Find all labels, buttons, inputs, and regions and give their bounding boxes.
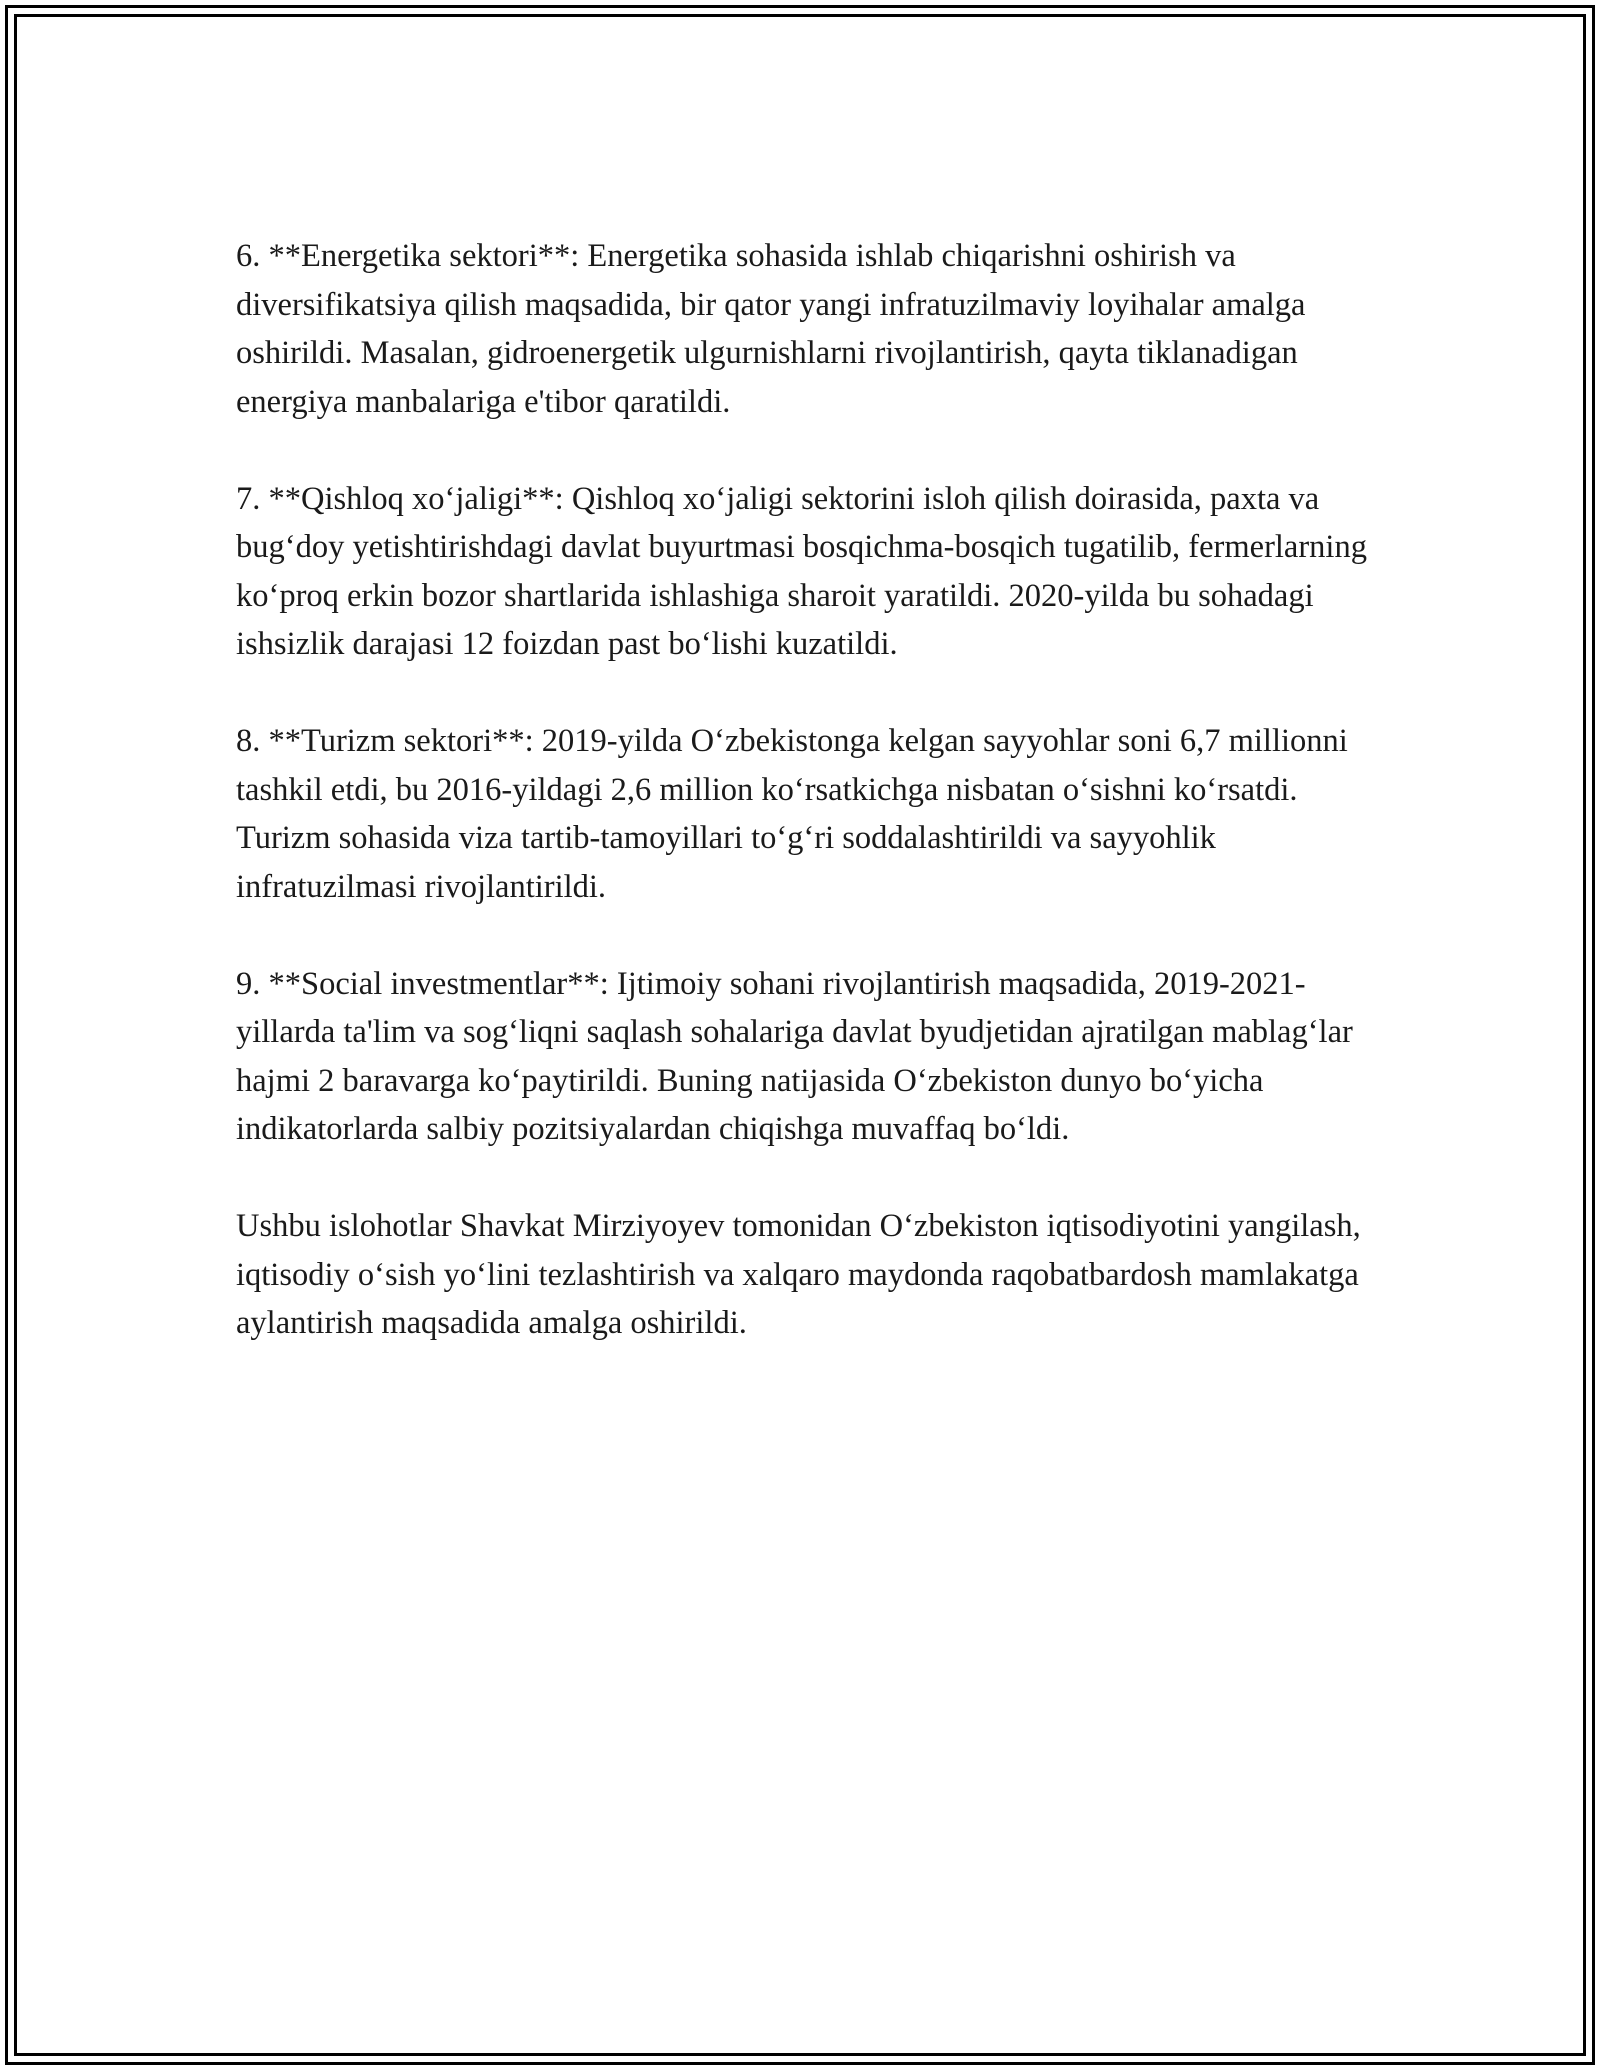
paragraph-social-investmentlar: 9. **Social investmentlar**: Ijtimoiy sohani rivojlantirish maqsadida, 2019-2021-yillarda ta'lim va sog‘liqni saqlash sohalariga davlat byudjetidan ajratilgan mablag‘lar hajmi 2 baravarga ko‘paytirildi. Buning natijasida O‘zbekiston dunyo bo‘yicha indikatorlarda salbiy pozitsiyalardan chiqishga muvaffaq bo‘ldi. bbox=[236, 965, 1353, 1147]
document-body bbox=[236, 232, 1386, 1396]
paragraph-turizm: 8. **Turizm sektori**: 2019-yilda O‘zbekistonga kelgan sayyohlar soni 6,7 millionni tashkil etdi, bu 2016-yildagi 2,6 million ko‘rsatkichga nisbatan o‘sishni ko‘rsatdi. Turizm sohasida viza tartib-tamoyillari to‘g‘ri soddalashtirildi va sayyohlik infratuzilmasi rivojlantirildi. bbox=[236, 723, 1348, 905]
paragraph-energetika: 6. **Energetika sektori**: Energetika sohasida ishlab chiqarishni oshirish va diversifikatsiya qilish maqsadida, bir qator yangi infratuzilmaviy loyihalar amalga oshirildi. Masalan, gidroenergetik ulgurnishlarni rivojlantirish, qayta tiklanadigan energiya manbalariga e'tibor qaratildi. bbox=[236, 238, 1306, 420]
paragraph-qishloq-xojaligi: 7. **Qishloq xo‘jaligi**: Qishloq xo‘jaligi sektorini isloh qilish doirasida, paxta va bug‘doy yetishtirishdagi davlat buyurtmasi bosqichma-bosqich tugatilib, fermerlarning ko‘proq erkin bozor shartlarida ishlashiga sharoit yaratildi. 2020-yilda bu sohadagi ishsizlik darajasi 12 foizdan past bo‘lishi kuzatildi. bbox=[236, 480, 1367, 662]
paragraph-conclusion: Ushbu islohotlar Shavkat Mirziyoyev tomonidan O‘zbekiston iqtisodiyotini yangilash, iqtisodiy o‘sish yo‘lini tezlashtirish va xalqaro maydonda raqobatbardosh mamlakatga aylantirish maqsadida amalga oshirildi. bbox=[236, 1208, 1361, 1341]
